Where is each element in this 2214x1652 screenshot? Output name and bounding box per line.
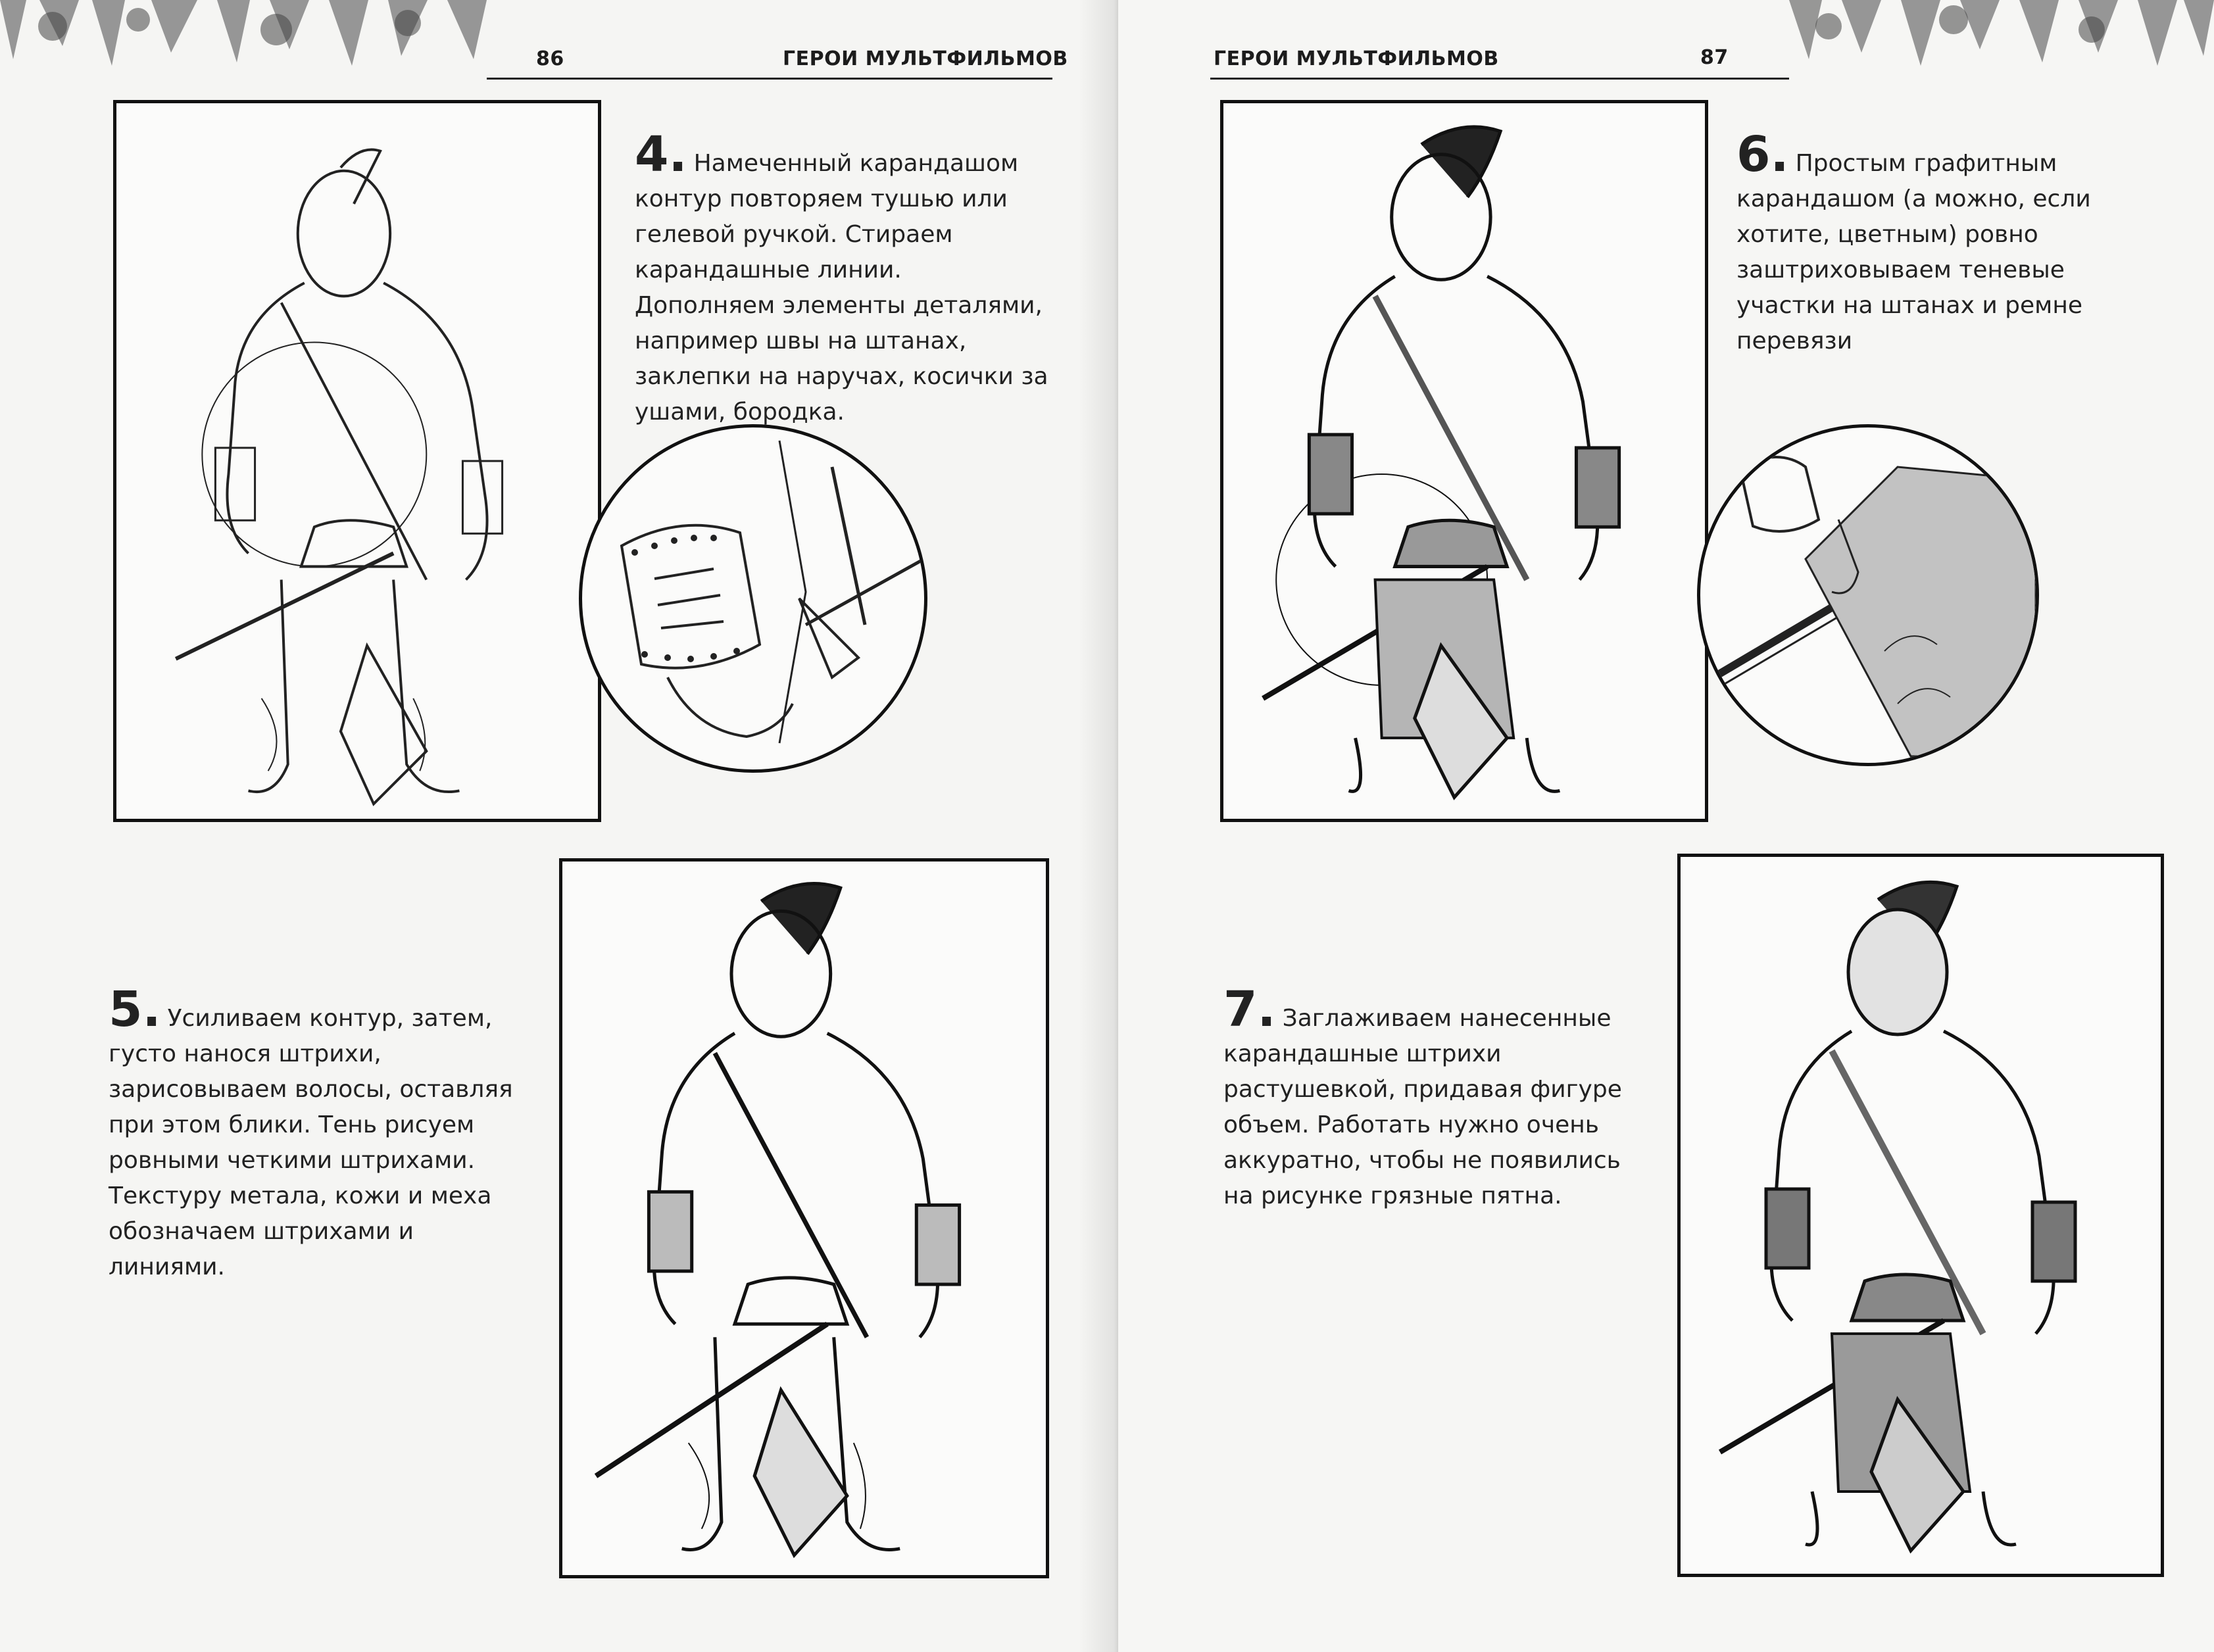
header-rule bbox=[487, 78, 1052, 80]
step-description: Простым графитным карандашом (а можно, если хотите, цветным) ровно заштриховываем теневые участки на штанах и ремне перевязи bbox=[1736, 150, 2091, 354]
step-number: 7. bbox=[1223, 981, 1276, 1038]
header-rule bbox=[1210, 78, 1789, 80]
orc-warrior-illustration-icon bbox=[1681, 857, 2161, 1574]
step-number: 6. bbox=[1736, 126, 1789, 183]
orc-warrior-illustration-icon bbox=[116, 103, 598, 819]
step-description: Усиливаем контур, затем, густо нанося штрихи, зарисовываем волосы, оставляя при этом блики. Тень рисуем ровными четкими штрихами. Текстуру метала, кожи и меха обозначаем штрихами и линиями. bbox=[109, 1005, 513, 1280]
page-number: 87 bbox=[1700, 46, 1729, 69]
step-7-illustration-frame bbox=[1677, 854, 2164, 1577]
step-6-text bbox=[1736, 126, 2148, 359]
step-number: 5. bbox=[109, 981, 161, 1038]
foliage-ornament-icon bbox=[0, 0, 513, 79]
bracer-closeup-inset bbox=[579, 424, 927, 773]
step-4-text bbox=[635, 126, 1049, 430]
foliage-ornament-icon bbox=[1789, 0, 2214, 79]
step-7-text bbox=[1223, 981, 1631, 1214]
step-description: Намеченный карандашом контур повторяем тушью или гелевой ручкой. Стираем карандашные линии. Дополняем элементы деталями, например швы на штанах, заклепки на наручах, косички за ушами, бородка. bbox=[635, 150, 1048, 425]
step-description: Заглаживаем нанесенные карандашные штрихи растушевкой, придавая фигуре объем. Работать нужно очень аккуратно, чтобы не появились на рисунке грязные пятна. bbox=[1223, 1005, 1622, 1209]
page-number: 86 bbox=[536, 47, 564, 70]
sword-closeup-inset bbox=[1697, 424, 2039, 766]
orc-warrior-illustration-icon bbox=[562, 862, 1046, 1575]
step-5-text bbox=[109, 981, 516, 1285]
right-page bbox=[1118, 0, 2214, 1652]
step-number: 4. bbox=[635, 126, 687, 183]
orc-warrior-illustration-icon bbox=[1223, 103, 1705, 819]
step-5-illustration-frame bbox=[559, 858, 1049, 1578]
step-4-illustration-frame bbox=[113, 100, 601, 822]
running-head: ГЕРОИ МУЛЬТФИЛЬМОВ bbox=[783, 47, 1068, 70]
sword-closeup-illustration-icon bbox=[1700, 427, 2036, 763]
step-6-illustration-frame bbox=[1220, 100, 1708, 822]
running-head: ГЕРОИ МУЛЬТФИЛЬМОВ bbox=[1214, 47, 1499, 70]
bracer-closeup-illustration-icon bbox=[582, 427, 924, 769]
